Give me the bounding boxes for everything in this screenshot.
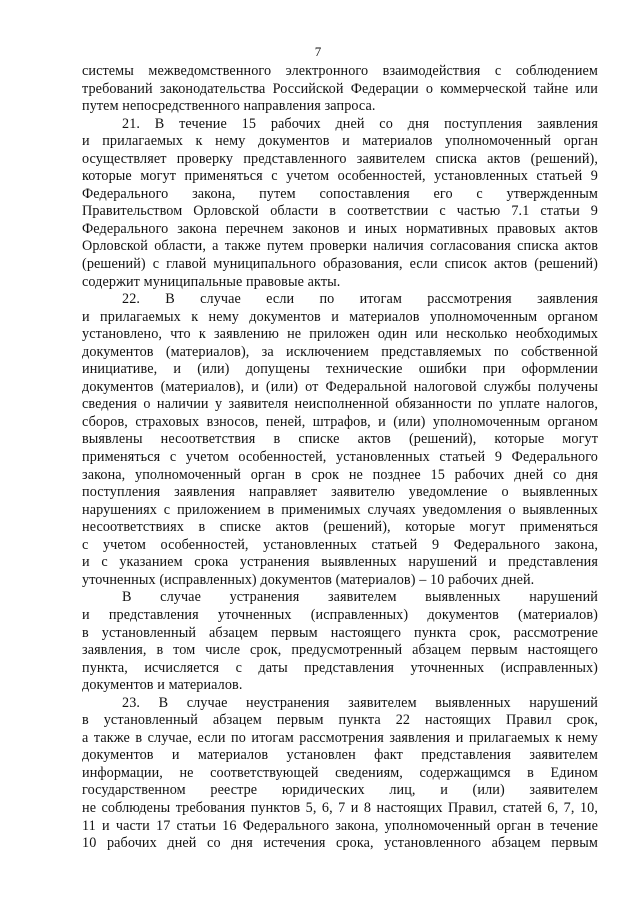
text-line: информации, не соответствующей сведениям, содержащимся в Едином bbox=[82, 764, 598, 781]
text-line: содержит муниципальные правовые акты. bbox=[82, 273, 341, 290]
text-line: 23. В случае неустранения заявителем выявленных нарушений bbox=[122, 694, 598, 711]
text-line: пункта, исчисляется с даты представления уточненных (исправленных) bbox=[82, 659, 598, 676]
text-line: 10 рабочих дней со дня истечения срока, установленного абзацем первым bbox=[82, 835, 598, 852]
text-line: путем непосредственного направления запроса. bbox=[82, 98, 376, 115]
text-line: документов и материалов. bbox=[82, 677, 243, 694]
text-line: применяться с учетом особенностей, установленных статьей 9 Федерального bbox=[82, 449, 598, 466]
text-line: которые могут применяться с учетом особенностей, установленных статьей 9 bbox=[82, 168, 598, 185]
text-line: осуществляет проверку представленного заявителем списка актов (решений), bbox=[82, 150, 598, 167]
page-number: 7 bbox=[314, 44, 322, 59]
text-line: сборов, страховых взносов, пеней, штрафов, и (или) уполномоченным органом bbox=[82, 413, 598, 430]
text-line: (решений) с главой муниципального образования, если список актов (решений) bbox=[82, 256, 598, 273]
text-line: документов (материалов), за исключением представляемых по собственной bbox=[82, 343, 598, 360]
text-line: сведения о наличии у заявителя неисполненной обязанности по уплате налогов, bbox=[82, 396, 598, 413]
text-line: государственном реестре юридических лиц, и (или) заявителем bbox=[82, 782, 598, 799]
text-line: Правительством Орловской области в соответствии с частью 7.1 статьи 9 bbox=[82, 203, 598, 220]
text-line: установлено, что к заявлению не приложен один или несколько необходимых bbox=[82, 326, 598, 343]
text-line: и прилагаемых к нему документов и материалов уполномоченный орган bbox=[82, 133, 598, 150]
text-line: документов и материалов установлен факт представления заявителем bbox=[82, 747, 598, 764]
paragraph bbox=[82, 695, 598, 853]
text-line: 11 и части 17 статьи 16 Федерального закона, уполномоченный орган в течение bbox=[82, 817, 598, 834]
text-line: с учетом особенностей, установленных статьей 9 Федерального закона, bbox=[82, 536, 598, 553]
text-line: не соблюдены требования пунктов 5, 6, 7 и 8 настоящих Правил, статей 6, 7, 10, bbox=[82, 799, 598, 816]
document-body bbox=[82, 63, 598, 853]
paragraph bbox=[82, 63, 598, 116]
text-line: требований законодательства Российской Федерации о коммерческой тайне или bbox=[82, 80, 598, 97]
text-line: Федерального закона, путем сопоставления его с утвержденным bbox=[82, 185, 598, 202]
text-line: и прилагаемых к нему документов и материалов уполномоченным органом bbox=[82, 308, 598, 325]
text-line: Орловской области, а также путем проверки наличия согласования списка актов bbox=[82, 238, 598, 255]
text-line: В случае устранения заявителем выявленных нарушений bbox=[122, 589, 598, 606]
text-line: заявления, в том числе срок, предусмотренный абзацем первым настоящего bbox=[82, 642, 598, 659]
text-line: и представления уточненных (исправленных) документов (материалов) bbox=[82, 606, 598, 623]
text-line: выявлены несоответствия в списке актов (решений), которые могут bbox=[82, 431, 598, 448]
text-line: закона, уполномоченный орган в срок не позднее 15 рабочих дней со дня bbox=[82, 466, 598, 483]
text-line: в установленный абзацем первым пункта 22 настоящих Правил срок, bbox=[82, 712, 598, 729]
text-line: 21. В течение 15 рабочих дней со дня поступления заявления bbox=[122, 115, 598, 132]
text-line: поступления заявления направляет заявителю уведомление о выявленных bbox=[82, 484, 598, 501]
text-line: а также в случае, если по итогам рассмотрения заявления и прилагаемых к нему bbox=[82, 729, 598, 746]
text-line: Федерального закона перечнем законов и иных нормативных правовых актов bbox=[82, 220, 598, 237]
text-line: несоответствиях в списке актов (решений), которые могут применяться bbox=[82, 519, 598, 536]
paragraph bbox=[82, 589, 598, 694]
text-line: уточненных (исправленных) документов (материалов) – 10 рабочих дней. bbox=[82, 571, 535, 588]
text-line: в установленный абзацем первым настоящего пункта срок, рассмотрение bbox=[82, 624, 598, 641]
text-line: документов (материалов), и (или) от Федеральной налоговой службы получены bbox=[82, 378, 598, 395]
text-line: системы межведомственного электронного взаимодействия с соблюдением bbox=[82, 63, 598, 79]
text-line: нарушениях с приложением в применимых случаях уведомления о выявленных bbox=[82, 501, 598, 518]
paragraph bbox=[82, 116, 598, 291]
text-line: инициативе, и (или) допущены технические ошибки при оформлении bbox=[82, 361, 598, 378]
paragraph bbox=[82, 291, 598, 589]
text-line: 22. В случае если по итогам рассмотрения заявления bbox=[122, 291, 598, 308]
text-line: и с указанием срока устранения выявленных нарушений и представления bbox=[82, 554, 598, 571]
